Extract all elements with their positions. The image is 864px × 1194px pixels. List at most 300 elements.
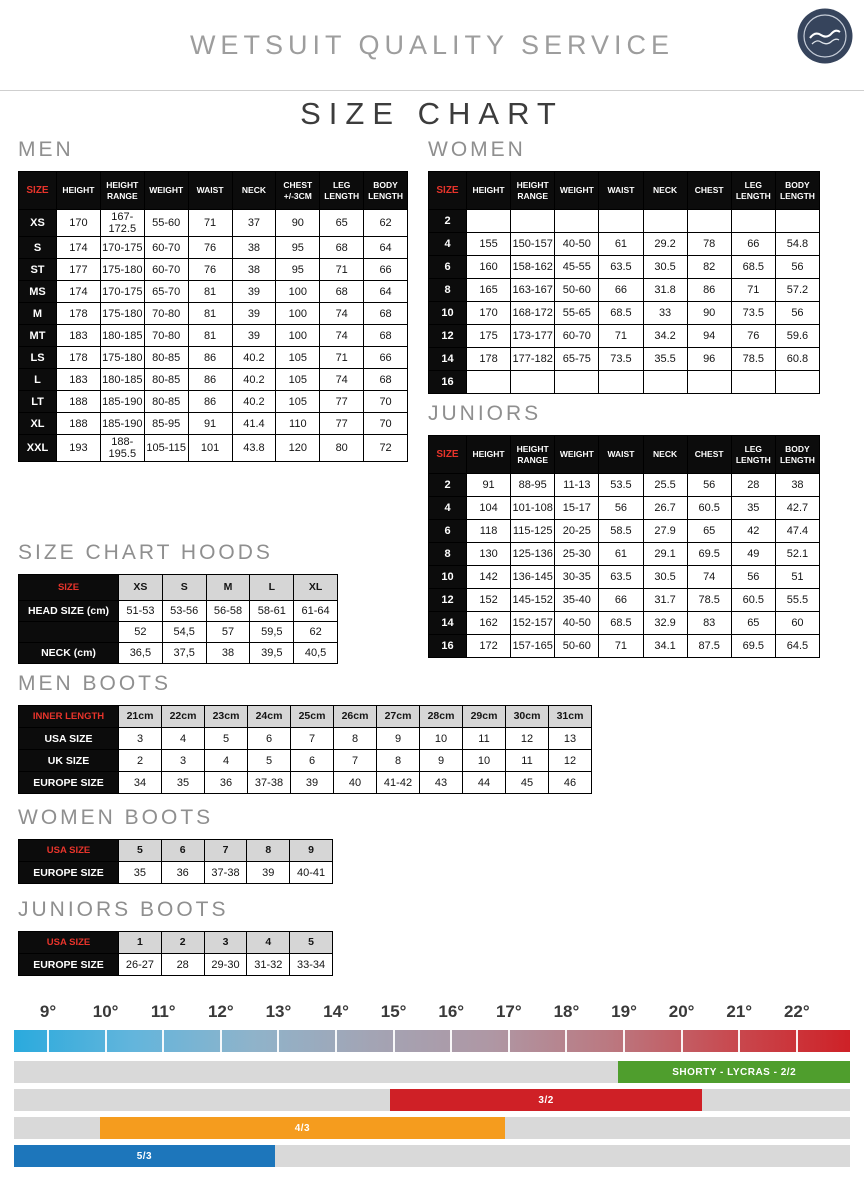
table-cell: 66 (364, 347, 408, 369)
table-row (19, 643, 338, 664)
table-cell: 61 (599, 233, 643, 256)
table-cell: 40,5 (294, 643, 338, 664)
row-label: L (19, 369, 57, 391)
wetsuit-bar-segment: 4/3 (100, 1117, 505, 1139)
table-cell: 73.5 (731, 302, 775, 325)
wetsuit-bar-track (14, 1061, 850, 1083)
table-cell: 36 (161, 862, 204, 884)
table-cell: 65-70 (144, 281, 188, 303)
table-cell: 105 (276, 347, 320, 369)
table-cell: 68 (364, 325, 408, 347)
row-label: 12 (429, 589, 467, 612)
table-cell: 90 (687, 302, 731, 325)
table-cell (467, 371, 511, 394)
table-cell: 158-162 (511, 256, 555, 279)
table-cell: 69.5 (687, 543, 731, 566)
row-label: 8 (429, 279, 467, 302)
table-row (19, 369, 408, 391)
table-cell: 27.9 (643, 520, 687, 543)
column-header: 3 (204, 932, 247, 954)
table-cell: 100 (276, 303, 320, 325)
table-cell: 157-165 (511, 635, 555, 658)
table-row (19, 281, 408, 303)
table-cell: 78.5 (731, 348, 775, 371)
table-cell: 29.2 (643, 233, 687, 256)
table-cell: 33 (643, 302, 687, 325)
table-cell: 94 (687, 325, 731, 348)
table-header-row (19, 932, 333, 954)
row-label (19, 622, 119, 643)
table-cell: 35 (731, 497, 775, 520)
table-cell: 178 (57, 347, 101, 369)
column-header: WEIGHT (555, 436, 599, 474)
table-cell: 12 (506, 728, 549, 750)
table-cell: 110 (276, 413, 320, 435)
row-label: 2 (429, 474, 467, 497)
table-cell: 8 (334, 728, 377, 750)
table-cell: 72 (364, 435, 408, 462)
section-label-men-boots: MEN BOOTS (18, 672, 172, 695)
table-cell: 188-195.5 (100, 435, 144, 462)
table-cell: 37-38 (204, 862, 247, 884)
table-cell: 49 (731, 543, 775, 566)
table-cell: 70-80 (144, 325, 188, 347)
column-header: CHEST (687, 172, 731, 210)
table-cell: 29-30 (204, 954, 247, 976)
column-header: 5 (290, 932, 333, 954)
table-cell: 38 (775, 474, 819, 497)
table-cell: 80-85 (144, 369, 188, 391)
table-cell: 8 (377, 750, 420, 772)
table-cell: 170 (57, 210, 101, 237)
table-cell: 120 (276, 435, 320, 462)
scale-tick (162, 1030, 164, 1052)
table-cell: 41.4 (232, 413, 276, 435)
men-size-table (18, 171, 408, 462)
table-cell: 58.5 (599, 520, 643, 543)
column-header: CHEST (687, 436, 731, 474)
table-cell: 52.1 (775, 543, 819, 566)
table-row (429, 635, 820, 658)
table-cell: 5 (205, 728, 248, 750)
table-cell: 37 (232, 210, 276, 237)
table-cell: 105 (276, 391, 320, 413)
header-title: WETSUIT QUALITY SERVICE (189, 30, 675, 60)
table-cell: 31.7 (643, 589, 687, 612)
table-row (19, 413, 408, 435)
table-header-row (19, 706, 592, 728)
scale-tick (738, 1030, 740, 1052)
table-row (429, 325, 820, 348)
table-cell (687, 210, 731, 233)
table-cell: 62 (364, 210, 408, 237)
table-cell: 173-177 (511, 325, 555, 348)
table-cell: 70 (364, 391, 408, 413)
table-cell (599, 371, 643, 394)
table-cell (511, 210, 555, 233)
table-cell: 31-32 (247, 954, 290, 976)
table-corner-header: SIZE (429, 172, 467, 210)
table-cell: 180-185 (100, 369, 144, 391)
table-row (429, 302, 820, 325)
column-header: HEIGHT RANGE (511, 172, 555, 210)
table-cell: 175-180 (100, 259, 144, 281)
table-cell (687, 371, 731, 394)
table-cell: 59,5 (250, 622, 294, 643)
table-cell: 76 (188, 237, 232, 259)
table-cell: 61-64 (294, 601, 338, 622)
table-row (19, 954, 333, 976)
table-cell: 35.5 (643, 348, 687, 371)
table-cell: 11 (463, 728, 506, 750)
temperature-label: 14° (323, 1002, 349, 1021)
table-cell: 193 (57, 435, 101, 462)
table-cell: 80-85 (144, 391, 188, 413)
table-cell: 125-136 (511, 543, 555, 566)
table-cell: 81 (188, 325, 232, 347)
section-label-men: MEN (18, 138, 74, 161)
table-cell: 57.2 (775, 279, 819, 302)
temperature-label: 20° (668, 1002, 695, 1021)
table-cell: 39,5 (250, 643, 294, 664)
table-cell: 66 (731, 233, 775, 256)
section-juniors (428, 402, 820, 658)
table-corner-header: SIZE (19, 575, 119, 601)
table-row (429, 497, 820, 520)
section-label-hoods: SIZE CHART HOODS (18, 541, 273, 564)
section-juniors-boots (18, 898, 333, 976)
table-cell: 95 (276, 237, 320, 259)
table-cell (555, 371, 599, 394)
table-cell: 28 (731, 474, 775, 497)
table-cell: 65 (687, 520, 731, 543)
section-label-juniors: JUNIORS (428, 402, 542, 425)
table-cell: 57 (206, 622, 250, 643)
table-cell: 64 (364, 237, 408, 259)
scale-tick (623, 1030, 625, 1052)
temperature-label: 18° (553, 1002, 580, 1021)
table-cell: 136-145 (511, 566, 555, 589)
table-cell: 145-152 (511, 589, 555, 612)
table-cell: 80 (320, 435, 364, 462)
table-cell: 87.5 (687, 635, 731, 658)
table-cell: 175-180 (100, 303, 144, 325)
row-label: 10 (429, 566, 467, 589)
table-cell: 68.5 (599, 302, 643, 325)
column-header: HEIGHT (467, 436, 511, 474)
table-cell: 36,5 (119, 643, 163, 664)
row-label: XS (19, 210, 57, 237)
table-cell: 88-95 (511, 474, 555, 497)
scale-tick (681, 1030, 683, 1052)
table-cell: 91 (188, 413, 232, 435)
column-header: WEIGHT (144, 172, 188, 210)
row-label: UK SIZE (19, 750, 119, 772)
table-cell: 43.8 (232, 435, 276, 462)
table-cell: 64 (364, 281, 408, 303)
table-cell: 100 (276, 281, 320, 303)
table-cell: 43 (420, 772, 463, 794)
table-cell: 142 (467, 566, 511, 589)
table-cell: 45 (506, 772, 549, 794)
table-cell: 178 (467, 348, 511, 371)
table-cell: 155 (467, 233, 511, 256)
row-label: LS (19, 347, 57, 369)
table-cell (511, 371, 555, 394)
table-row (19, 325, 408, 347)
table-cell: 68 (364, 369, 408, 391)
column-header: XL (294, 575, 338, 601)
row-label: EUROPE SIZE (19, 862, 119, 884)
table-row (19, 862, 333, 884)
table-cell: 5 (248, 750, 291, 772)
column-header: 29cm (463, 706, 506, 728)
table-cell: 101 (188, 435, 232, 462)
table-cell: 174 (57, 281, 101, 303)
table-cell: 80-85 (144, 347, 188, 369)
table-row (19, 772, 592, 794)
table-cell: 71 (599, 325, 643, 348)
row-label: USA SIZE (19, 728, 119, 750)
column-header: 26cm (334, 706, 377, 728)
table-cell (643, 210, 687, 233)
table-cell: 31.8 (643, 279, 687, 302)
column-header: S (162, 575, 206, 601)
table-header-row (19, 575, 338, 601)
table-cell: 74 (320, 325, 364, 347)
table-cell: 81 (188, 281, 232, 303)
table-cell: 152 (467, 589, 511, 612)
column-header: 2 (161, 932, 204, 954)
table-cell: 115-125 (511, 520, 555, 543)
table-cell: 68 (320, 281, 364, 303)
row-label: 10 (429, 302, 467, 325)
column-header: 23cm (205, 706, 248, 728)
table-cell: 77 (320, 413, 364, 435)
table-row (429, 474, 820, 497)
table-cell: 32.9 (643, 612, 687, 635)
table-cell: 130 (467, 543, 511, 566)
table-cell: 60-70 (555, 325, 599, 348)
table-cell: 52 (119, 622, 163, 643)
row-label: ST (19, 259, 57, 281)
table-row (19, 391, 408, 413)
table-cell: 170-175 (100, 281, 144, 303)
column-header: 28cm (420, 706, 463, 728)
table-corner-header: USA SIZE (19, 840, 119, 862)
table-cell: 71 (188, 210, 232, 237)
table-cell: 39 (232, 325, 276, 347)
table-cell: 39 (291, 772, 334, 794)
column-header: 27cm (377, 706, 420, 728)
table-cell: 25-30 (555, 543, 599, 566)
table-cell: 3 (162, 750, 205, 772)
table-cell: 183 (57, 369, 101, 391)
table-cell: 50-60 (555, 635, 599, 658)
table-cell: 63.5 (599, 566, 643, 589)
section-women-boots (18, 806, 333, 884)
table-cell: 55.5 (775, 589, 819, 612)
column-header: LEG LENGTH (320, 172, 364, 210)
column-header: HEIGHT RANGE (511, 436, 555, 474)
column-header: BODY LENGTH (775, 172, 819, 210)
row-label: HEAD SIZE (cm) (19, 601, 119, 622)
table-corner-header: USA SIZE (19, 932, 119, 954)
section-hoods (18, 541, 338, 664)
table-cell: 2 (119, 750, 162, 772)
table-cell: 25.5 (643, 474, 687, 497)
scale-tick (796, 1030, 798, 1052)
scale-tick (47, 1030, 49, 1052)
table-cell: 3 (119, 728, 162, 750)
table-cell: 74 (320, 303, 364, 325)
row-label: 6 (429, 256, 467, 279)
scale-tick (450, 1030, 452, 1052)
scale-tick (335, 1030, 337, 1052)
column-header: 1 (119, 932, 162, 954)
row-label: 16 (429, 371, 467, 394)
table-cell: 86 (188, 347, 232, 369)
table-cell: 86 (188, 391, 232, 413)
row-label: EUROPE SIZE (19, 954, 119, 976)
section-label-juniors-boots: JUNIORS BOOTS (18, 898, 229, 921)
table-cell: 95 (276, 259, 320, 281)
table-cell: 4 (205, 750, 248, 772)
table-cell: 76 (731, 325, 775, 348)
table-cell (775, 210, 819, 233)
column-header: 5 (119, 840, 162, 862)
table-cell: 165 (467, 279, 511, 302)
table-cell: 163-167 (511, 279, 555, 302)
wetsuit-bar-track (14, 1089, 850, 1111)
table-cell: 174 (57, 237, 101, 259)
temperature-label: 13° (265, 1002, 292, 1021)
temperature-label: 22° (783, 1002, 810, 1021)
column-header: LEG LENGTH (731, 436, 775, 474)
table-cell: 188 (57, 413, 101, 435)
table-cell: 77 (320, 391, 364, 413)
table-cell: 11 (506, 750, 549, 772)
temperature-label: 16° (438, 1002, 465, 1021)
table-cell: 38 (232, 237, 276, 259)
wetsuit-range-bars (14, 1061, 850, 1167)
column-header: WAIST (599, 436, 643, 474)
scale-tick (393, 1030, 395, 1052)
section-label-women: WOMEN (428, 138, 526, 161)
table-cell: 150-157 (511, 233, 555, 256)
row-label: 12 (429, 325, 467, 348)
column-header: LEG LENGTH (731, 172, 775, 210)
table-cell: 68 (364, 303, 408, 325)
table-cell: 86 (188, 369, 232, 391)
table-cell: 118 (467, 520, 511, 543)
women-boots-table (18, 839, 333, 884)
table-header-row (19, 172, 408, 210)
table-cell: 168-172 (511, 302, 555, 325)
table-cell: 100 (276, 325, 320, 347)
table-cell: 74 (687, 566, 731, 589)
table-cell: 46 (549, 772, 592, 794)
table-cell: 7 (291, 728, 334, 750)
column-header: HEIGHT (467, 172, 511, 210)
column-header: NECK (232, 172, 276, 210)
table-cell: 85-95 (144, 413, 188, 435)
table-cell: 34.1 (643, 635, 687, 658)
table-cell: 53-56 (162, 601, 206, 622)
table-cell: 61 (599, 543, 643, 566)
table-row (19, 435, 408, 462)
table-cell: 40-41 (290, 862, 333, 884)
table-row (429, 210, 820, 233)
table-cell: 40.2 (232, 347, 276, 369)
table-cell: 60 (775, 612, 819, 635)
table-cell: 54.8 (775, 233, 819, 256)
section-men (18, 138, 408, 462)
column-header: L (250, 575, 294, 601)
row-label: 6 (429, 520, 467, 543)
table-cell: 71 (320, 259, 364, 281)
scale-tick (220, 1030, 222, 1052)
table-cell: 35-40 (555, 589, 599, 612)
table-cell: 29.1 (643, 543, 687, 566)
page-title: SIZE CHART (300, 96, 564, 131)
table-cell: 185-190 (100, 413, 144, 435)
table-cell: 175-180 (100, 347, 144, 369)
column-header: NECK (643, 172, 687, 210)
table-cell: 56 (775, 256, 819, 279)
table-cell: 177-182 (511, 348, 555, 371)
table-cell: 51-53 (119, 601, 163, 622)
table-cell: 41-42 (377, 772, 420, 794)
table-cell: 9 (420, 750, 463, 772)
row-label: 4 (429, 497, 467, 520)
table-cell: 60.8 (775, 348, 819, 371)
temperature-label: 12° (207, 1002, 234, 1021)
table-cell: 44 (463, 772, 506, 794)
column-header: 24cm (248, 706, 291, 728)
column-header: BODY LENGTH (364, 172, 408, 210)
men-boots-table (18, 705, 592, 794)
table-cell: 20-25 (555, 520, 599, 543)
column-header: 30cm (506, 706, 549, 728)
table-cell: 65 (320, 210, 364, 237)
table-cell: 56 (775, 302, 819, 325)
table-cell: 58-61 (250, 601, 294, 622)
row-label: S (19, 237, 57, 259)
table-cell: 82 (687, 256, 731, 279)
table-cell: 66 (599, 279, 643, 302)
table-cell: 76 (188, 259, 232, 281)
table-cell: 69.5 (731, 635, 775, 658)
table-cell: 70-80 (144, 303, 188, 325)
row-label: XXL (19, 435, 57, 462)
row-label: LT (19, 391, 57, 413)
table-cell: 53.5 (599, 474, 643, 497)
table-cell: 71 (599, 635, 643, 658)
table-cell: 56 (687, 474, 731, 497)
column-header: HEIGHT RANGE (100, 172, 144, 210)
row-label: 14 (429, 612, 467, 635)
table-corner-header: INNER LENGTH (19, 706, 119, 728)
table-cell: 34 (119, 772, 162, 794)
table-cell: 36 (205, 772, 248, 794)
column-header: CHEST +/-3CM (276, 172, 320, 210)
row-label: 4 (429, 233, 467, 256)
table-row (19, 210, 408, 237)
table-cell: 37-38 (248, 772, 291, 794)
table-cell: 38 (206, 643, 250, 664)
table-cell: 101-108 (511, 497, 555, 520)
